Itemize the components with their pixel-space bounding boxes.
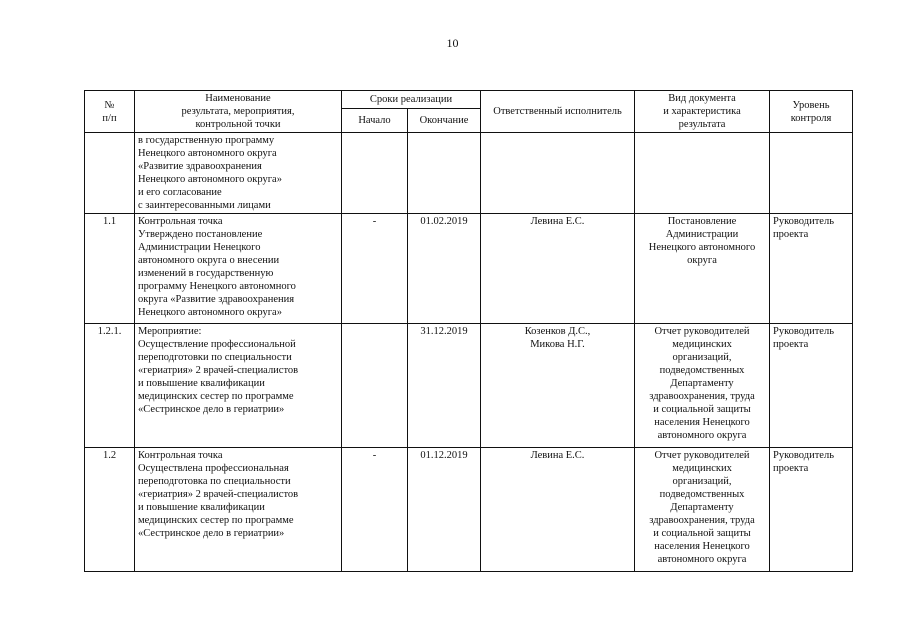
header-name: Наименование результата, мероприятия, контрольной точки	[135, 91, 342, 133]
table-row	[85, 133, 853, 214]
project-plan-table	[84, 90, 853, 572]
header-start: Начало	[342, 108, 408, 132]
table-row	[85, 448, 853, 572]
header-end: Окончание	[408, 108, 481, 132]
row-end	[408, 133, 481, 214]
page-number: 10	[446, 36, 459, 50]
row-responsible: Левина Е.С.	[481, 214, 635, 324]
row-start: -	[342, 214, 408, 324]
row-end: 31.12.2019	[408, 324, 481, 448]
header-document: Вид документа и характеристика результата	[635, 91, 770, 133]
row-end: 01.12.2019	[408, 448, 481, 572]
row-document: Отчет руководителей медицинских организаций, подведомственных Департаменту здравоохранения, труда и социальной защиты населения Ненецкого автономного округа	[635, 448, 770, 572]
row-responsible: Козенков Д.С., Микова Н.Г.	[481, 324, 635, 448]
row-control: Руководитель проекта	[770, 324, 853, 448]
row-document: Отчет руководителей медицинских организаций, подведомственных Департаменту здравоохранения, труда и социальной защиты населения Ненецкого автономного округа	[635, 324, 770, 448]
row-control	[770, 133, 853, 214]
row-num: 1.2.1.	[85, 324, 135, 448]
header-responsible: Ответственный исполнитель	[481, 91, 635, 133]
row-end: 01.02.2019	[408, 214, 481, 324]
row-responsible: Левина Е.С.	[481, 448, 635, 572]
header-control: Уровень контроля	[770, 91, 853, 133]
table-row	[85, 324, 853, 448]
table-row	[85, 214, 853, 324]
row-start: -	[342, 448, 408, 572]
row-document	[635, 133, 770, 214]
row-control: Руководитель проекта	[770, 214, 853, 324]
row-num: 1.2	[85, 448, 135, 572]
header-num: № п/п	[85, 91, 135, 133]
row-name: в государственную программу Ненецкого автономного округа «Развитие здравоохранения Ненецкого автономного округа» и его согласование с заинтересованными лицами	[135, 133, 342, 214]
row-name: Контрольная точка Утверждено постановление Администрации Ненецкого автономного округа о внесении изменений в государственную программу Ненецкого автономного округа «Развитие здравоохранения Ненецкого автономного округа»	[135, 214, 342, 324]
row-name: Мероприятие: Осуществление профессиональной переподготовки по специальности «гериатрия» 2 врачей-специалистов и повышение квалификации медицинских сестер по программе «Сестринское дело в гериатрии»	[135, 324, 342, 448]
row-responsible	[481, 133, 635, 214]
row-num	[85, 133, 135, 214]
header-dates-group: Сроки реализации	[342, 91, 481, 109]
row-control: Руководитель проекта	[770, 448, 853, 572]
row-name: Контрольная точка Осуществлена профессиональная переподготовка по специальности «гериатрия» 2 врачей-специалистов и повышение квалификации медицинских сестер по программе «Сестринское дело в гериатрии»	[135, 448, 342, 572]
row-num: 1.1	[85, 214, 135, 324]
row-start	[342, 324, 408, 448]
row-document: Постановление Администрации Ненецкого автономного округа	[635, 214, 770, 324]
row-start	[342, 133, 408, 214]
